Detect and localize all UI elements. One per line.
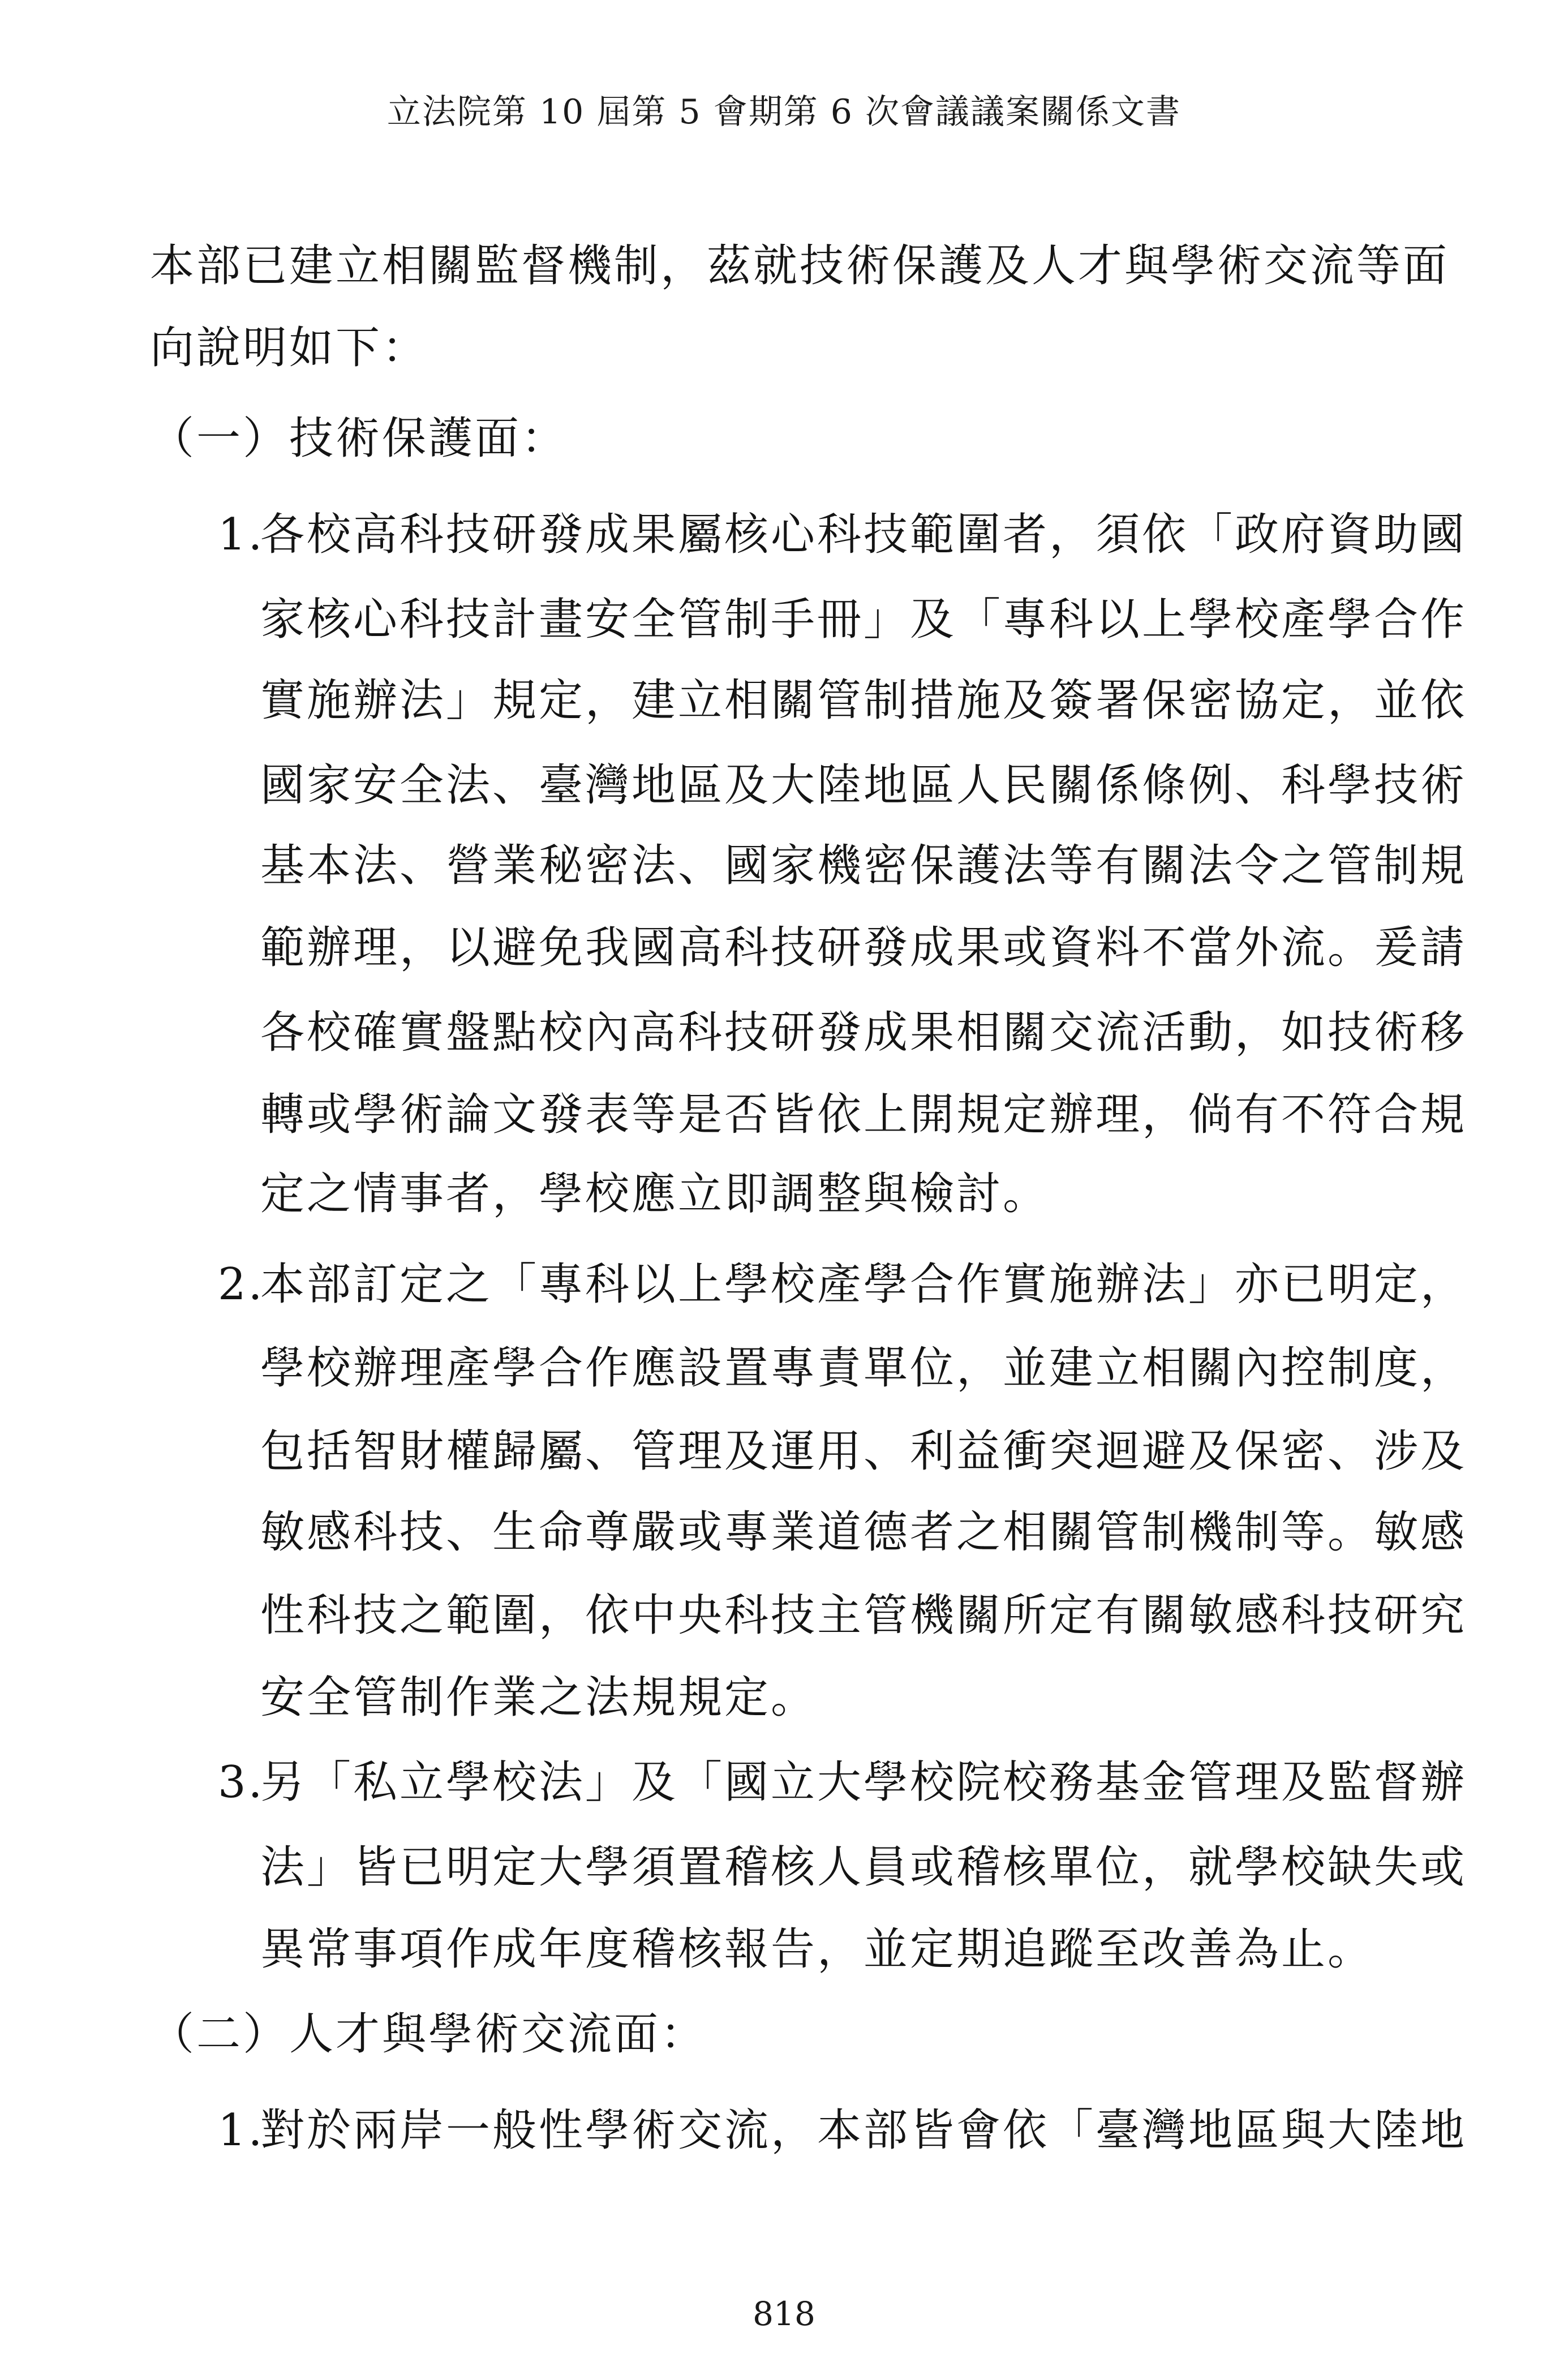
page-number: 818 [753,2295,815,2333]
item-line: 國家安全法、臺灣地區及大陸地區人民關係條例、科學技術 [260,760,1467,811]
list-item-1-1 [218,506,1467,563]
item-number: 2. [218,1259,265,1310]
item-line: 轉或學術論文發表等是否皆依上開規定辦理，倘有不符合規 [260,1089,1467,1140]
item-line: 包括智財權歸屬、管理及運用、利益衝突迴避及保密、涉及 [260,1426,1467,1477]
item-line: 安全管制作業之法規規定。 [260,1672,818,1723]
item-line: 基本法、營業秘密法、國家機密保護法等有關法令之管制規 [260,840,1467,891]
section-2-heading: （二）人才與學術交流面： [150,2009,707,2060]
item-line: 敏感科技、生命尊嚴或專業道德者之相關管制機制等。敏感 [260,1507,1467,1558]
item-line: 各校高科技研發成果屬核心科技範圍者，須依「政府資助國 [260,509,1467,560]
intro-line-2: 向說明如下： [150,323,429,373]
item-line: 家核心科技計畫安全管制手冊」及「專科以上學校產學合作 [260,594,1467,645]
item-line: 另「私立學校法」及「國立大學校院校務基金管理及監督辦 [260,1757,1467,1808]
list-item-2-1 [218,2102,1467,2159]
item-line: 對於兩岸一般性學術交流，本部皆會依「臺灣地區與大陸地 [260,2105,1467,2156]
item-line: 各校確實盤點校內高科技研發成果相關交流活動，如技術移 [260,1007,1467,1058]
item-number: 1. [218,509,265,560]
list-item-1-3 [218,1754,1467,1811]
section-1-heading: （一）技術保護面： [150,413,568,464]
list-item-1-2 [218,1256,1467,1313]
item-line: 實施辦法」規定，建立相關管制措施及簽署保密協定，並依 [260,675,1467,726]
item-line: 範辦理，以避免我國高科技研發成果或資料不當外流。爰請 [260,922,1467,973]
item-line: 本部訂定之「專科以上學校產學合作實施辦法」亦已明定， [260,1259,1467,1310]
intro-line-1: 本部已建立相關監督機制，茲就技術保護及人才與學術交流等面 [150,240,1450,291]
item-number: 3. [218,1757,265,1808]
item-line: 法」皆已明定大學須置稽核人員或稽核單位，就學校缺失或 [260,1842,1467,1893]
item-line: 異常事項作成年度稽核報告，並定期追蹤至改善為止。 [260,1924,1374,1975]
document-header: 立法院第 10 屆第 5 會期第 6 次會議議案關係文書 [386,92,1182,132]
item-number: 1. [218,2105,265,2156]
item-line: 定之情事者，學校應立即調整與檢討。 [260,1169,1050,1219]
item-line: 性科技之範圍，依中央科技主管機關所定有關敏感科技研究 [260,1590,1467,1641]
item-line: 學校辦理產學合作應設置專責單位，並建立相關內控制度， [260,1343,1467,1394]
